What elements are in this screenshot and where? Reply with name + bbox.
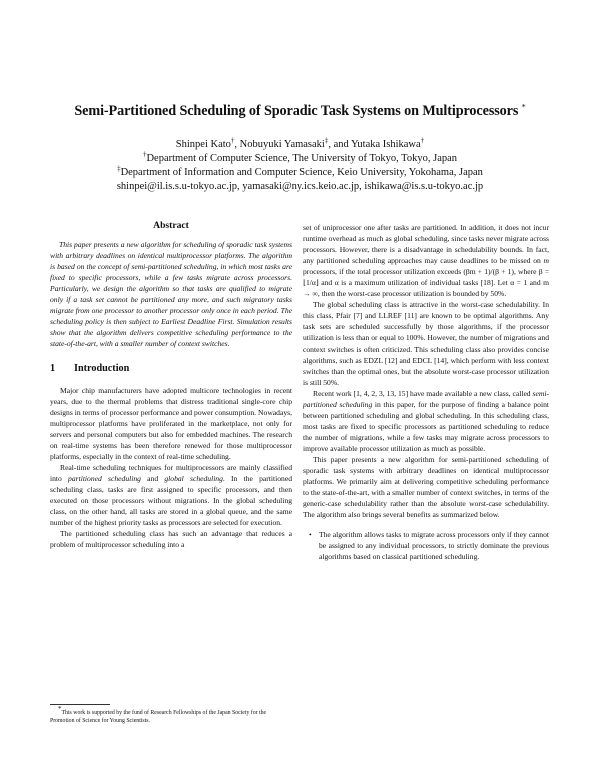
paper-title-text: Semi-Partitioned Scheduling of Sporadic Task Systems on Multiprocessors (74, 103, 519, 119)
author-names: Shinpei Kato†, Nobuyuki Yamasaki‡, and Yutaka Ishikawa† (175, 136, 425, 150)
left-column (50, 220, 292, 550)
right-paragraph-2: The global scheduling class is attractive in the worst-case schedulability. In this class, Pfair [7] and LLREF [11] are known to be optimal algorithms. Any task sets are scheduled successfully by those algorithms, if the processor utilization is less than or equal to 100%. However, the number of migrations and context switches is often criticized. This scheduling class also provides concise algorithms, such as EDZL [12] and EDCL [14], which perform with less context switches than the optimal ones, but the absolute worst-case processor utilization is still 50%. (303, 300, 549, 387)
intro-paragraph-3: The partitioned scheduling class has such an advantage that reduces a problem of multiprocessor scheduling into a (50, 529, 292, 550)
section-heading (50, 363, 292, 374)
right-paragraph-3: Recent work [1, 4, 2, 3, 13, 15] have made available a new class, called semi-partitioned scheduling in this paper, for the purpose of finding a balance point between partitioned scheduling and global scheduling. In this scheduling class, most tasks are fixed to specific processors as partitioned scheduling to reduce the number of migrations, while a few tasks may migrate across processors to improve available processor utilization as much as possible. (303, 388, 549, 453)
intro-paragraph-1: Major chip manufacturers have adopted multicore technologies in recent years, due to the thermal problems that distress traditional single-core chip designs in terms of processor performance and power consumption. Nowadays, multiprocessor platforms have proliferated in the marketplace, not only for servers and personal computers but also for embedded machines. The research on real-time systems has been therefore renewed for those multiprocessor platforms, especially in the context of real-time scheduling. (50, 385, 292, 461)
paper-title (0, 103, 600, 120)
section-number: 1 (50, 362, 56, 374)
abstract-heading: Abstract (153, 220, 189, 231)
author-block (0, 138, 600, 194)
right-paragraph-4: This paper presents a new algorithm for semi-partitioned scheduling of sporadic task systems with arbitrary deadlines on identical multiprocessor platforms. We primarily aim at delivering competitive scheduling performance to the state-of-the-art, with a smaller number of context switches, in terms of the generic-case schedulability rather than the absolute worst-case schedulability. The algorithm also brings several benefits as summarized below. (303, 454, 549, 520)
title-footnote-mark: * (521, 102, 526, 112)
affiliation-2: ‡Department of Information and Computer Science, Keio University, Yokohama, Japan (117, 164, 483, 178)
right-paragraph-1: set of uniprocessor one after tasks are partitioned. In addition, it does not incur runtime overhead as much as global scheduling, since tasks never migrate across processors. However, there is a disadvantage in schedulability bounds. In fact, any partitioned scheduling approaches may cause deadlines to be missed on m processors, if the total processor utilization exceeds (βm + 1)/(β + 1), where β = ⌊1/α⌋ and α is a maximum utilization of individual tasks [18]. Let α = 1 and m → ∞, then the worst-case processor utilization is bounded by 50%. (303, 223, 549, 299)
footnote-text: *This work is supported by the fund of Research Fellowships of the Japan Society for the Promotion of Science for Young Scientists. (50, 705, 267, 724)
section-title: Introduction (74, 362, 130, 374)
abstract-text: This paper presents a new algorithm for scheduling of sporadic task systems with arbitrary deadlines on identical multiprocessor platforms. The algorithm is based on the concept of semi-partitioned scheduling, in which most tasks are fixed to specific processors, while a few tasks migrate across processors. Particularly, we design the algorithm so that tasks are qualified to migrate only if a task set cannot be partitioned any more, and such migratory tasks migrate from one processor to another processor only once in each period. The scheduling policy is then subject to Earliest Deadline First. Simulation results show that the algorithm delivers competitive scheduling performance to the state-of-the-art, with a smaller number of context switches. (50, 240, 292, 349)
intro-paragraph-2: Real-time scheduling techniques for multiprocessors are mainly classified into partitioned scheduling and global scheduling. In the partitioned scheduling class, tasks are first assigned to specific processors, and then executed on those processors without migrations. In the global scheduling class, on the other hand, all tasks are stored in a global queue, and the same number of the highest priority tasks as processors are selected for execution. (50, 462, 292, 528)
affiliation-1: †Department of Computer Science, The University of Tokyo, Tokyo, Japan (142, 150, 458, 164)
footnote (50, 704, 292, 725)
author-emails: shinpei@il.is.s.u-tokyo.ac.jp, yamasaki@ny.ics.keio.ac.jp, ishikawa@is.s.u-tokyo.ac.jp (116, 181, 484, 192)
benefits-list (303, 529, 549, 562)
right-column (303, 222, 549, 562)
list-item: • The algorithm allows tasks to migrate across processors only if they cannot be assigned to any individual processors, to strictly dominate the previous algorithms based on classical partitioned scheduling. (303, 529, 549, 562)
